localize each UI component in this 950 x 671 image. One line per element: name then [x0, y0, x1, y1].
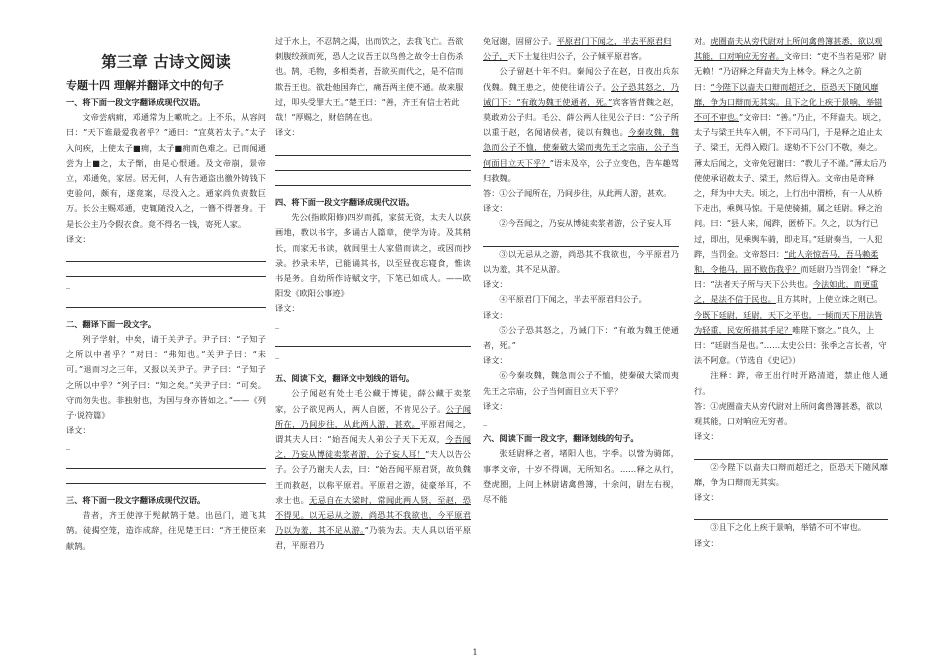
answer-line[interactable]	[483, 277, 679, 292]
yiwen-label: 译文：	[483, 400, 508, 411]
answer-line[interactable]	[275, 332, 471, 347]
q6-text: ”文帝曰：“善。”乃止，不拜啬夫。顷之，太子与梁王共车入朝，不下司马门，于是释之追止太子、梁王，无得入殿门。遂劾不下公门不敬，奏之。薄太后闻之，文帝免冠谢曰：“教儿子不谨。”薄太后乃使使承诏赦太子、梁王，然后得入。文帝由是奇释之，拜为中大夫。顷之，上行出中渭桥，有一人从桥下走出，乘舆马惊。于是使骑捕，属之廷尉。释之治问。曰：“县人来，闻跸，匿桥下。久之，以为行已过，即出，见乘舆车骑，即走耳。”廷尉奏当，一人犯跸，当罚金。文帝怒曰：	[694, 112, 887, 259]
answer-line[interactable]	[483, 399, 679, 414]
yiwen-label: 译文：	[694, 537, 719, 548]
q5-underlined-4: 平原君门下闻之，半去平原君归公子，	[483, 36, 672, 62]
q5-underlined-1: 公子闻所在，乃间步往，从此两人游，甚欢。	[275, 403, 471, 429]
q1-passage: 文帝尝病痈，邓通常为上嗽吮之。上不乐，从容问曰：“天下谁最爱我者乎？”通曰：“宜莫若太子。”太子入问疾，上使太子■痈，太子■痈而色难之。已而闻通尝为上■之，太子惭，由是心恨通。及文帝崩，景帝立，邓通免，家居。居无何，人有告通盗出徼外铸钱下吏验问，颇有，遂竟案，尽没入之。通家尚负责数巨万。长公主赐邓通，吏辄随没入之，一簪不得著身。于是长公主乃令假衣食。竟不得名一钱，寄死人家。	[66, 112, 266, 229]
yiwen-label: 译文：	[66, 233, 91, 244]
column-4	[694, 34, 888, 551]
q5-text: 免冠谢，固留公子。	[483, 36, 557, 46]
sentence-1: ①公子闻所在，乃间步往，从此两人游，甚欢。	[499, 188, 672, 199]
q5-text: ”乃装为去。夫人具以语平原君，平原君乃	[275, 525, 472, 551]
sentence-2: ②今吾闻之，乃妄从博徒卖浆者游，公子妄人耳	[499, 218, 672, 229]
answer-line[interactable]: _	[275, 318, 280, 329]
answer-line[interactable]	[275, 171, 471, 186]
q2-title: 二、翻译下面一段文字。	[66, 318, 157, 329]
q5-answer-1	[483, 186, 679, 201]
note: 注释：跸，帝王出行时开路清道，禁止他人通行。	[694, 370, 888, 396]
q5-passage-cont	[483, 64, 679, 186]
answer-line[interactable]	[275, 125, 471, 140]
q5-text: 公子闻赵有处士毛公藏于博徒，薛公藏于卖浆家，公子欲见两人，两人自匿，不肯见公子。	[275, 388, 471, 414]
q5-title: 五、阅读下文，翻译文中划线的语句。	[275, 373, 415, 384]
column-3	[483, 34, 679, 507]
page-number: 1	[472, 648, 478, 657]
yiwen-label: 译文：	[275, 127, 300, 138]
answer-line[interactable]	[694, 505, 888, 520]
sentence-5: ⑤公子恐其怒之，乃诫门下：“有敢为魏王使通者，死。”	[483, 324, 679, 350]
q5-passage	[275, 386, 471, 553]
sentence-4: ④平原君门下闻之，半去平原君归公子。	[499, 294, 647, 305]
q3-title: 三、将下面一段文字翻译成现代汉语。	[66, 494, 206, 505]
q6-answer-1: 答：①虎圈啬夫从旁代尉对上所问禽兽簿甚悉，欲以观其能，口对响应无穷者。	[694, 400, 883, 427]
q6-text: 对。	[694, 36, 711, 46]
sentence-2: ②今陛下以啬夫口辩而超迁之，臣恐天下随风靡靡，争为口辩而无其实。	[694, 461, 888, 487]
sentence-3: ③且下之化上疾于景响，举错不可不审也。	[710, 522, 866, 533]
q6-underlined-3: “此人亲惊吾马，吾马赖柔和，令他马，固不败伤我乎？	[694, 248, 879, 275]
q6-passage-cont	[694, 34, 888, 368]
answer-line[interactable]	[66, 293, 266, 308]
q5-text: ”夫人以告公子。公子乃谢夫人去，曰：“始吾闻平原君贤，故负魏王而救赵，以称平原君。平原君之游，徒豪举耳，不求士也。	[275, 449, 471, 505]
q2-passage: 列子学射，中矣，请于关尹子。尹子曰：“子知子之所以中者乎？”对曰：“弗知也。”关尹子曰：“未可。”退而习之三年，又报以关尹子。尹子曰：“子知子之所以中乎？”列子曰：“知之矣。”关尹子曰：“可矣。守而勿失也。非独射也，为国与身亦皆如之。”——《列子·说符篇》	[66, 333, 266, 420]
answer-line[interactable]: _	[275, 348, 280, 359]
q6-underlined-4: 今法如此，而更重之，是法不信于民也。	[694, 279, 879, 305]
yiwen-label: 译文：	[483, 309, 508, 320]
chapter-title: 第三章 古诗文阅读	[101, 52, 231, 71]
answer-line[interactable]: _	[66, 279, 71, 290]
sentence-6: ⑥今秦攻魏，魏急而公子不恤，使秦破大梁而夷先王之宗庙，公子当何面目立天下乎？	[483, 370, 679, 396]
q6-title: 六、阅读下面一段文字，翻译划线的句子。	[483, 433, 639, 444]
yiwen-label: 译文：	[483, 279, 508, 290]
answer-line[interactable]	[694, 536, 888, 551]
answer-line[interactable]: _	[483, 415, 488, 426]
column-1	[66, 34, 266, 554]
topic-title: 专题十四 理解并翻译文中的句子	[66, 79, 224, 92]
q5-underlined-2: 今吾闻之，乃妄从博徒卖浆者游，公子妄人耳！	[275, 433, 471, 460]
answer-line[interactable]	[275, 156, 471, 171]
q4-title: 四、将下面一段文字翻译成现代汉语。	[275, 196, 415, 207]
yiwen-label: 译文：	[694, 492, 719, 503]
q6-text: 且方其时，上使立诛之则已。	[775, 294, 883, 305]
q5-text: 宾客皆背魏之赵，莫敢劝公子归。毛公、薛公两人往见公子曰：“公子所以重于赵，名闻诸侯者，徒以有魏也。	[483, 96, 679, 138]
yiwen-label: 译文：	[483, 355, 508, 366]
answer-label: 答：	[483, 188, 500, 199]
answer-line[interactable]	[66, 469, 266, 484]
yiwen-label: 译文：	[483, 203, 508, 214]
q4-passage: 先公(指欧阳修)四岁而孤，家贫无资，太夫人以荻画地，教以书字，多诵古人篇章，使学为诗。及其稍长，而家无书读，就闾里士人家借而读之，或因而抄录。抄录未毕，已能诵其书，以至昼夜忘寝食，惟读书是务。自幼所作诗赋文字，下笔已如成人。——欧阳发《欧阳公事迹》	[275, 212, 471, 299]
q5-underlined-3: 无忌自在大梁时，常闻此两人贤，至赵，恐不得见。以无忌从之游，尚恐其不我欲也，今平原君乃以为羞，其不足从游。	[275, 494, 471, 536]
q5-text: 公子留赵十年不归。秦闻公子在赵，日夜出兵东伐魏。魏王患之，使使往请公子。	[483, 66, 679, 92]
yiwen-label: 译文：	[694, 431, 719, 442]
q6-underlined-2: “今陛下以啬夫口辩而超迁之，臣恐天下随风靡靡，争为口辩而无其实。且下之化上疾于景响，举错不可不审也。	[694, 81, 883, 123]
q5-underlined-5: 公子恐其怒之，乃诫门下：“有敢为魏王使通者，死。”	[483, 81, 679, 107]
answer-line[interactable]: _	[66, 440, 71, 451]
q5-passage-cont	[483, 34, 679, 64]
answer-line[interactable]	[694, 429, 888, 444]
answer-line[interactable]	[483, 232, 679, 247]
answer-line[interactable]	[66, 247, 266, 262]
q5-underlined-6: 今秦攻魏，魏急而公子不恤，使秦破大梁而夷先王之宗庙，公子当何面目立天下乎？	[483, 127, 679, 168]
yiwen-label: 译文：	[275, 303, 300, 314]
answer-line[interactable]	[694, 444, 888, 459]
sentence-3: ③以无忌从之游，尚恐其不我欲也，今平原君乃以为羞，其不足从游。	[483, 248, 679, 275]
answer-line[interactable]	[483, 201, 679, 216]
q6-passage: 张廷尉释之者，堵阳人也，字季。以訾为骑郎，事孝文帝，十岁不得调，无所知名。……释之从行，登虎圈，上问上林尉诸禽兽簿，十余问，尉左右视，尽不能	[483, 448, 679, 504]
answer-line[interactable]	[275, 140, 471, 155]
q3-passage-cont: 过于水上，不忍鹄之渴，出而饮之，去我飞亡。吾欲刺腹绞颈而死，恐人之议吾王以鸟兽之故令士自伤杀也。鹄，毛物，多相类者，吾欲买而代之，是不信而欺吾王也。欲赴他国奔亡，痛吾两主使不通。故来服过，叩头受罪大王。”楚王曰：“善，齐王有信士若此哉！”厚赐之，财倍鹄在也。	[275, 36, 464, 123]
answer-line[interactable]	[483, 308, 679, 323]
q5-text: 平原君闻之，谓其夫人曰：“始吾闻夫人弟公子天下无双，	[275, 418, 471, 444]
answer-line[interactable]	[66, 423, 266, 438]
q6-text: 而廷尉乃当罚金！”释之曰：“法者天子所与天下公共也。	[694, 264, 887, 290]
answer-line[interactable]	[66, 454, 266, 469]
column-2	[275, 34, 471, 554]
q6-underlined-1: 虎圈啬夫从旁代尉对上所问禽兽簿甚悉，欲以观其能，口对响应无穷者。	[694, 36, 883, 62]
answer-line[interactable]	[66, 232, 266, 247]
q6-text: 唯陛下察之。”良久，上曰：“廷尉当是也。”……太史公曰：张季之言长者，守法不阿意。（节选自《史记》）	[694, 324, 887, 366]
q5-text: ”语未及卒，公子立变色，告车趣驾归救魏。	[483, 157, 679, 183]
answer-line[interactable]	[275, 301, 471, 316]
q5-text: 天下士复往归公子，公子倾平原君客。	[507, 51, 647, 62]
yiwen-label: 译文：	[66, 425, 91, 436]
answer-line[interactable]	[483, 353, 679, 368]
q3-passage: 昔者，齐王使淳于髡献鹄于楚。出邑门，道飞其鹄。徒揭空笼，造诈成辞，往见楚王曰：“齐王使臣来献鹄。	[66, 510, 266, 551]
q1-title: 一、将下面一段文字翻译成现代汉语。	[66, 97, 206, 107]
answer-line[interactable]	[66, 262, 266, 277]
answer-line[interactable]	[694, 490, 888, 505]
q6-text: 文帝曰：“吏不当若是邪？尉无赖！”乃诏释之拜啬夫为上林令。释之久之前曰：	[694, 51, 887, 92]
q6-underlined-5: 今既下廷尉，廷尉，天下之平也，一倾而天下用法皆为轻重，民安所措其手足？	[694, 309, 883, 335]
